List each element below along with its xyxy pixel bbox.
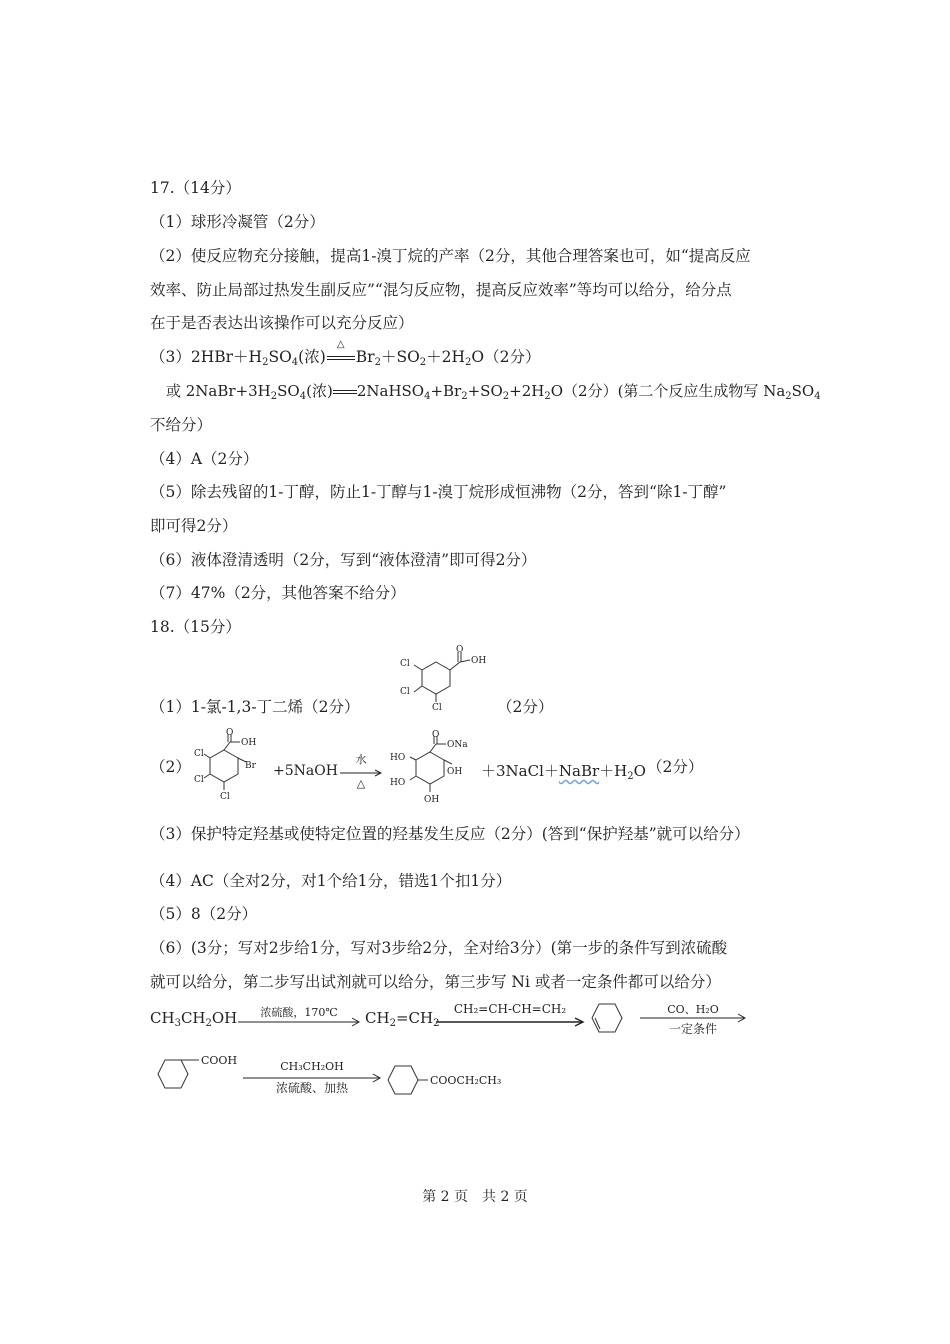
q17-part5-line1: （5）除去残留的1-丁醇，防止1-丁醇与1-溴丁烷形成恒沸物（2分，答到“除1-丁醇” <box>150 483 727 501</box>
q18-part2-product-structure <box>388 732 478 804</box>
svg-text:O: O <box>226 728 234 738</box>
svg-text:COOCH₂CH₃: COOCH₂CH₃ <box>430 1074 502 1087</box>
q18-part3: （3）保护特定羟基或使特定位置的羟基发生反应（2分）(答到“保护羟基”就可以给分） <box>150 825 750 843</box>
q18-part6-line2: 就可以给分，第二步写出试剂就可以给分，第三步写 Ni 或者一定条件都可以给分） <box>150 973 721 991</box>
synthesis-arrow2 <box>436 1017 586 1027</box>
synthesis-cond3-top: CO、H₂O <box>667 1003 719 1016</box>
synthesis-ethanol: $CH_3CH_2OH$ <box>150 1009 238 1029</box>
q17-part2-line1: （2）使反应物充分接触，提高1-溴丁烷的产率（2分，其他合理答案也可，如“提高反应 <box>150 247 751 265</box>
q18-part5: （5）8（2分） <box>150 905 258 923</box>
synthesis-ethyl-ester <box>386 1062 526 1098</box>
synthesis-ethylene: $CH_2=CH_2$ <box>365 1009 440 1029</box>
q18-part2-reagent: +5NaOH <box>273 763 338 779</box>
synthesis-cond2: CH₂=CH-CH=CH₂ <box>453 1002 567 1016</box>
q18-part2-products: $+3NaCl+NaBr+H_2O$ <box>481 762 646 782</box>
synthesis-arrow1 <box>238 1017 362 1027</box>
q17-part2-line3: 在于是否表达出该操作可以充分反应） <box>150 314 414 332</box>
synthesis-cyclohexanecarboxylic-acid <box>155 1050 245 1094</box>
svg-text:O: O <box>432 730 440 740</box>
svg-text:COOH: COOH <box>201 1054 238 1067</box>
q18-part2-cond-top: 水 <box>355 753 367 766</box>
svg-text:HO: HO <box>390 778 406 788</box>
svg-text:HO: HO <box>390 753 406 763</box>
q18-part2-label: （2） <box>150 758 191 776</box>
svg-text:Cl: Cl <box>194 749 204 759</box>
q18-header: 18.（15分） <box>150 618 241 636</box>
synthesis-cond4-top: CH₃CH₂OH <box>280 1060 344 1073</box>
q17-part3-equation1: $(3)2HBr+H_2SO_4$(浓) △ $Br_2+SO_2+2H_2O(2$分） <box>150 339 541 368</box>
page-footer: 第 2 页 共 2 页 <box>422 1189 528 1205</box>
q18-part1-structure <box>398 645 498 713</box>
synthesis-cond4-bottom: 浓硫酸、加热 <box>275 1081 348 1095</box>
q18-part1-score: （2分） <box>497 698 554 716</box>
q17-header: 17.（14分） <box>150 179 241 197</box>
synthesis-cyclohexene <box>590 1001 624 1035</box>
synthesis-cond1: 浓硫酸，170℃ <box>260 1006 338 1019</box>
q18-part4: （4）AC（全对2分，对1个给1分，错选1个扣1分） <box>150 872 512 890</box>
q17-part2-line2: 效率、防止局部过热发生副反应”“混匀反应物，提高反应效率”等均可以给分，给分点 <box>150 281 732 299</box>
svg-text:ONa: ONa <box>447 740 468 750</box>
svg-text:Cl: Cl <box>432 703 442 713</box>
q17-part7: （7）47%（2分，其他答案不给分） <box>150 584 406 602</box>
q18-part6-line1: （6）(3分；写对2步给1分，写对3步给2分，全对给3分）(第一步的条件写到浓硫酸 <box>150 939 728 957</box>
svg-text:O: O <box>456 645 464 655</box>
svg-text:Cl: Cl <box>400 687 410 697</box>
svg-text:Br: Br <box>245 761 256 771</box>
q17-part5-line2: 即可得2分） <box>150 517 238 535</box>
q18-part2-score: （2分） <box>647 758 704 776</box>
svg-text:Cl: Cl <box>220 792 230 802</box>
q17-part4: （4）A（2分） <box>150 450 259 468</box>
svg-text:OH: OH <box>471 656 487 666</box>
svg-text:OH: OH <box>447 767 463 777</box>
q17-part1: （1）球形冷凝管（2分） <box>150 213 325 231</box>
synthesis-cond3-bottom: 一定条件 <box>668 1022 717 1036</box>
svg-text:Cl: Cl <box>400 659 410 669</box>
svg-text:OH: OH <box>241 738 257 748</box>
q18-part2-cond-bottom: △ <box>356 777 366 790</box>
q18-part1: （1）1-氯-1,3-丁二烯（2分） <box>150 698 360 716</box>
q17-part3-equation2: 或 $2NaBr+3H_2SO_4$(浓) $2NaHSO_4+Br_2+SO_2+2H_2O(2$分）(第二个反应生成物写 $Na_2SO_4$ <box>166 382 821 402</box>
q17-part6: （6）液体澄清透明（2分，写到“液体澄清”即可得2分） <box>150 551 537 569</box>
svg-text:Cl: Cl <box>194 775 204 785</box>
svg-text:OH: OH <box>424 795 440 805</box>
q18-part2-reactant-structure <box>192 728 272 802</box>
q17-part3-note: 不给分） <box>150 416 213 434</box>
